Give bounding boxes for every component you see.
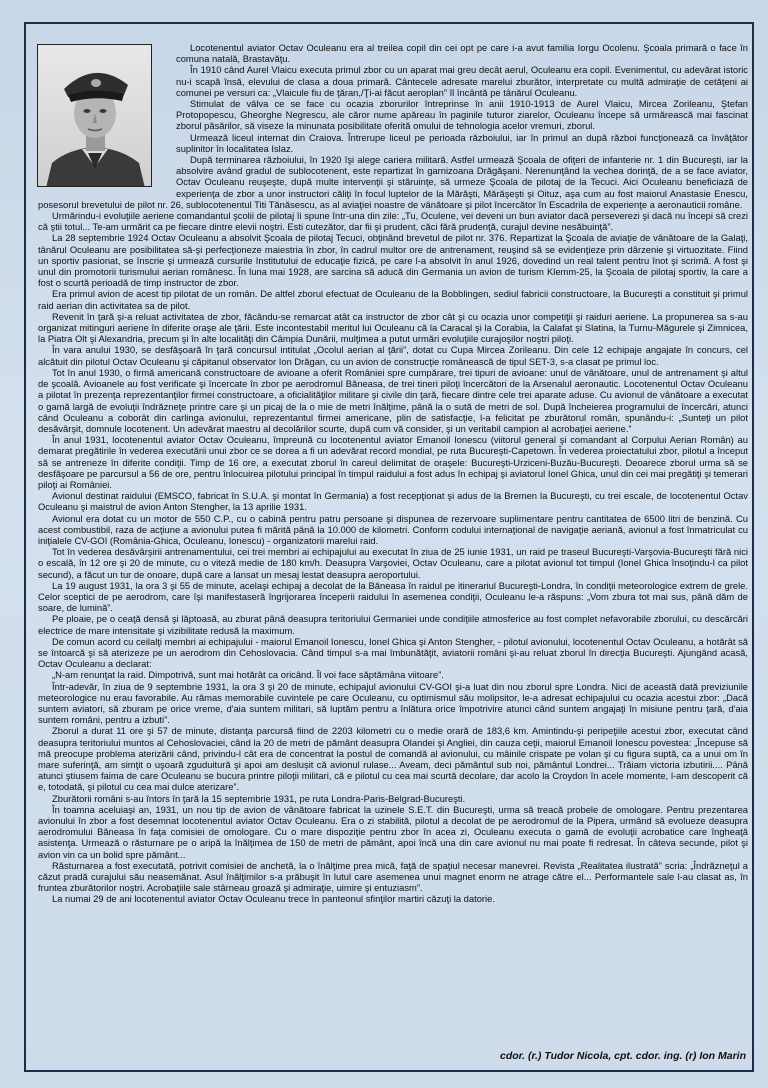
article-paragraph: Într-adevăr, în ziua de 9 septembrie 1931, la ora 3 şi 20 de minute, echipajul avionului CV-GOI şi-a luat din nou zborul spre Londra. Nici de această dată previziunile meteorologice nu erau favorabile. Au rămas memorabile cuvintele pe care Oculeanu, cu optimismul său molipsitor, le-a adresat echipajului cu ocazia acestui zbor: „Dacă suntem aviatori, să zburam pe orice vreme, d'aia suntem militari, să luptăm pentru a înlătura orice împotrivire atunci când suntem angajaţi în misiune pentru ţară, d'aia suntem români, pentru a izbuti”. [38,680,748,726]
article-paragraph: Urmează liceul internat din Craiova. Întrerupe liceul pe perioada războiului, iar în primul an după război funcţionează ca învăţător suplinitor în localitatea Islaz. [176,131,748,154]
article-paragraph: La 19 august 1931, la ora 3 şi 55 de minute, acelaşi echipaj a decolat de la Băneasa în raidul pe itinerariul Bucureşti-Londra, în condiţii meteorologice extrem de grele. Celor sceptici de pe aerodrom, care îşi manifestaseră îngrijorarea începerii raidului în asemenea condiţii, Oculeanu le-a răspuns: „Vom zbura tot mai sus, până dăm de soare, de lumină”. [38,579,748,614]
article-paragraph: Tot în anul 1930, o firmă americană constructoare de avioane a oferit României spre cumpărare, trei tipuri de avioane: unul de vânătoare, unul de antrenament şi altul de şcoală. Avioanele au fost verificate şi încercate în zbor pe aerodromul Băneasa, de trei tineri piloţi încercători de la Arsenalul aeronautic. Locotenentul Octav Oculeanu a pilotat în prezenţa reprezentanţilor firmei constructoare, a oficialităţilor militare şi civile din ţară, fiecare dintre cele trei aparate aduse. Cu avionul de vânătoare a executat o gamă largă de evoluţii îndrăzneţe printre care şi un picaj de la o mie de metri înălţime, până la o sută de metri de sol. După încheierea programului de încercări, atunci când Oculeanu a coborât din carlinga avionului, reprezentantul firmei americane, plin de satisfacţie, l-a felicitat pe zburătorul român, spunându-i: „Sunteţi un pilot desăvârşit, domnule locotenent. Un adevărat maestru al decolărilor scurte, după cum vă consider, şi un veritabil campion al acrobaţiei aeriene.” [38,366,748,434]
article-paragraph: În toamna aceluiaşi an, 1931, un nou tip de avion de vânătoare fabricat la uzinele S.E.T. din Bucureşti, urma să treacă probele de omologare. Pentru prezentarea avionului în zbor a fost desemnat locotenentul aviator Octav Oculeanu. Era o zi stabilită, pilotul a decolat de pe aerodromul de la Pipera, urmând să evolueze deasupra aerodromului Băneasa în faţa comisiei de omologare. Cu o mare dispoziţie pentru zbor în acea zi, Oculeanu executa o gamă de evoluţii acrobatice care îngheaţă asistenţa. Urmează o răsturnare pe o aripă la înălţimea de 150 de metri de pământ, apoi încă una din care avionul nu mai poate fi redresat. În câteva secunde, pilot şi avion vin ca un bolid spre pământ... [38,803,748,860]
article-paragraph: Tot în vederea desăvârşirii antrenamentului, cei trei membri ai echipajului au executat în ziua de 25 iunie 1931, un raid pe traseul Bucureşti-Varşovia-Bucureşti fără nici o escală, în 12 ore şi 20 de minute, cu o viteză medie de 180 km/h. Deasupra Varşoviei, Octav Oculeanu, care a pilotat avionul tot timpul (Ionel Ghica însoţindu-l ca pilot secund), a făcut un tur de onoare, după care a lansat un mesaj lestat deasupra aeroportului. [38,546,748,580]
photo-wrap-space [38,42,176,192]
article-paragraph: Zborul a durat 11 ore şi 57 de minute, distanţa parcursă fiind de 2203 kilometri cu o medie orară de 183,6 km. Amintindu-şi peripeţiile acestui zbor, executat când deasupra teritoriului muntos al Cehoslovaciei, când la 20 de metri de pământ deasupra Olandei şi Angliei, din cauza ceţii, maiorul Emanoil Ionescu povestea: „Începuse să mă preocupe problema aterizării când, privindu-l cât era de concentrat la postul de comandă al avionului, cu mâinile crispate pe volan şi cu figura suptă, ca a unui om în mare suferinţă, am simţit o uşoară zguduitură şi apoi am deslușit că avionul rulase... Aveam, deci pământul sub noi, pământul Londrei... Trăiam victoria izbutirii.... Până atunci ştiusem faima de care Oculeanu se bucura printre piloţii militari, că e pilotul cu cea mai scurtă decolare, dar acolo la Croydon în acele momente, l-am descoperit că e, totodată, şi pilotul cu cea mai dulce aterizare”. [38,725,748,793]
article-paragraph: Zburătorii români s-au întors în ţară la 15 septembrie 1931, pe ruta Londra-Paris-Belgrad-Bucureşti. [52,792,466,804]
article-paragraph: Era primul avion de acest tip pilotat de un român. De altfel zborul efectuat de Oculeanu de la Bobblingen, sediul fabricii constructoare, la Bucureşti a constituit şi primul raid aerian din activitatea sa de pilot. [38,288,748,311]
article-paragraph: În 1910 când Aurel Vlaicu executa primul zbor cu un aparat mai greu decât aerul, Oculeanu era copil. Evenimentul, cu adevărat istoric nu-i scapă însă, elevului de clasa a doua primară. Cântecele adresate marelui zburător, interpretate cu multă admiraţie de cetăţeni ai comunei pe versuri ca: „Vlaicule fiu de ţăran,/Ţi-ai făcut aeroplan” îl încântă pe tânărul Oculeanu. [176,64,748,98]
article-paragraph: În anul 1931, locotenentul aviator Octav Oculeanu, împreună cu locotenentul aviator Emanoil Ionescu (viitorul general şi comandant al Corpului Aerian Român) au demarat pregătirile în vederea executării unui zbor ce se dorea a fi un adevărat record mondial, pe ruta Bucureşti-Capetown. În vederea proiectatului zbor, pilotul a început să se antreneze în diferite condiţii. Timp de 16 ore, a executat zborul în careul delimitat de oraşele: Bucureşti-Urziceni-Buzău-Bucureşti. Deoarece zborul urma să se desfăşoare pe parcursul a 56 de ore, pentru înlocuirea pilotului principal în timpul raidului a fost adus în echipaj şi aviatorul Ionel Ghica, unul din cei mai pregătiţi şi temerari piloţi ai României. [38,434,748,490]
article-paragraph: Avionul destinat raidului (EMSCO, fabricat în S.U.A. şi montat în Germania) a fost recepţionat şi adus de la Bremen la Bucureşti, cu trei escale, de locotenentul Octav Oculeanu şi maistrul de avion Anton Stengher, la 13 aprilie 1931. [38,490,748,513]
article-paragraph: După terminarea războiului, în 1920 îşi alege cariera militară. Astfel urmează Şcoala de ofiţeri de infanterie nr. 1 din Bucureşti, iar la absolvire având gradul de sublocotenent, este repartizat în garnizoana Drăgăşani. Nerenunţând la vechea dorinţă, de a se face aviator, Octav Oculeanu reuşeşte, după multe intervenţii şi stăruinţe, să urmeze Şcoala de pilotaj de la Tecuci. Aici Oculeanu beneficiază de experienţa de zbor a unor instructori căliţi în focul luptelor de la Mărăşti, Mărăşeşti şi Oituz, aşa cum au fost maiorul Anastasie Enescu, posesorul brevetului de pilot nr. 26, sublocotenentul Titi Tănăsescu, as al aviaţiei noastre de vânătoare şi pilot încercător în Escadrila de experienţe a aeronauticii române. [38,154,748,210]
article-signature: cdor. (r.) Tudor Nicola, cpt. cdor. ing. (r) Ion Marin [500,1050,746,1062]
article-paragraph: De comun acord cu ceilalţi membri ai echipajului - maiorul Emanoil Ionescu, Ionel Ghica şi Anton Stengher, - pilotul avionului, locotenentul Octav Oculeanu, a hotărât să se întoarcă şi să aterizeze pe un aerodrom din Cehoslovacia. Când timpul s-a mai îmbunătăţit, aviatorii români şi-au reluat zborul în direcţia Bucureşti. Ajungând acasă, Octav Oculeanu a declarat: [38,635,748,670]
article-paragraph: Răsturnarea a fost executată, potrivit comisiei de anchetă, la o înălţime prea mică, faţă de spaţiul necesar manevrei. Revista „Realitatea ilustrată” scria: „Îndrăzneţul a căzut pradă curajului său neasemănat. Asul înălţimilor s-a prăbuşit în lutul care asemenea unui magnet enorm ne atrage către el... Performantele sale l-au clasat as, în fruntea zburătorilor noştri. Acrobaţiile sale stârneau groază şi admiraţie, uimire şi entuziasm”. [38,859,748,894]
article-paragraph: Urmărindu-i evoluţiile aeriene comandantul şcolii de pilotaj îi spune într-una din zile: „Tu, Oculene, vei deveni un bun aviator dacă perseverezi şi dacă nu începi să crezi că ştii totul... Te-am urmărit ca pe fiecare dintre elevii noştri. Esti cutezător, dar fii şi prudent, căci fără prudenţă, curajul devine nesăbuinţă”. [38,210,748,233]
article-paragraph: Pe ploaie, pe o ceaţă densă şi lăptoasă, au zburat până deasupra teritoriului Germaniei unde condiţiile atmosferice au fost complet nefavorabile zborului, cu descărcări electrice de mare intensitate şi vizibilitate redusă la maximum. [38,613,748,636]
article-paragraph: „N-am renunţat la raid. Dimpotrivă, sunt mai hotărât ca oricând. Îl voi face săptămâna viitoare”. [52,669,444,681]
article-paragraph: În vara anului 1930, se desfăşoară în ţară concursul intitulat „Ocolul aerian al ţării”, dotat cu Cupa Mircea Zorileanu. Din cele 12 echipaje angajate în concurs, cel alcătuit din pilotul Octav Oculeanu şi căpitanul observator Ion Drăgan, cu un avion de construcţie românească de tipul SET-3, s-a clasat pe primul loc. [38,344,748,367]
article-paragraph: La 28 septembrie 1924 Octav Oculeanu a absolvit Şcoala de pilotaj Tecuci, obţinând brevetul de pilot nr. 376. Repartizat la Şcoala de aviaţie de vânătoare de la Galaţi, tânărul Oculeanu are posibilitatea să-şi perfecţioneze maiestria în zbor, în cadrul multor ore de antrenament, reuşind să se evidenţieze prin dârzenie şi virtuozitate. Fiind un sportiv pasionat, se înscrie şi urmează cursurile Institutului de educaţie fizică, pe care l-a absolvit în anul 1926, dovedind un real talent pentru înot şi scrimă. A fost şi unul din promotorii turismului aerian românesc. În luna mai 1928, are sarcina să aducă din Germania un avion de turism Klemm-25, la Şcoala de pilotaj sportiv, la care a fost o scurtă perioadă de timp instructor de zbor. [38,232,748,289]
article-paragraph: Avionul era dotat cu un motor de 550 C.P., cu o cabină pentru patru persoane şi dispunea de rezervoare suplimentare pentru cantitatea de 6500 litri de benzină. Cu acest combustibil, raza de acţiune a avionului putea fi mărită până la 10.000 de kilometri. Conform codului internaţional de navigaţie aeriană, avionul a fost înmatriculat cu iniţialele CV-GOI (România-Ghica, Oculeanu, Ionescu) - organizatorii marelui raid. [38,512,748,546]
article-paragraph: Stimulat de vâlva ce se face cu ocazia zborurilor întreprinse în anii 1910-1913 de Aurel Vlaicu, Mircea Zorileanu, Ştefan Protopopescu, Gheorghe Negrescu, ale căror nume apăreau în paginile tuturor ziarelor, Oculeanu începe să urmărească mai fascinat zborul păsărilor, să viseze la minunata posibilitate oferită omului de tehnologia acelor vremuri, zborul. [176,98,748,132]
article-body [38,42,748,1052]
article-paragraph: Revenit în ţară şi-a reluat activitatea de zbor, făcându-se remarcat atât ca instructor de zbor cât şi cu ocazia unor competiţii şi raiduri aeriene. La propunerea sa s-au organizat mitinguri aeriene în diferite oraşe ale ţării. Este incontestabil meritul lui Oculeanu că la Caracal şi la Corabia, la Calafat şi Slatina, la Turnu-Măgurele şi Zimnicea, la Piatra Olt şi Alexandria, precum şi în alte localităţi din Câmpia Dunării, mulţimea a putut urmări evoluţiile curajoşilor noştri piloţi. [38,310,748,345]
article-paragraph: Locotenentul aviator Octav Oculeanu era al treilea copil din cei opt pe care i-a avut familia Iorgu Ocolenu. Şcoala primară o face în comuna natală, Brastavăţu. [176,42,748,65]
article-paragraph: La numai 29 de ani locotenentul aviator Octav Oculeanu trece în panteonul sfinţilor martiri căzuţi la datorie. [52,893,495,905]
